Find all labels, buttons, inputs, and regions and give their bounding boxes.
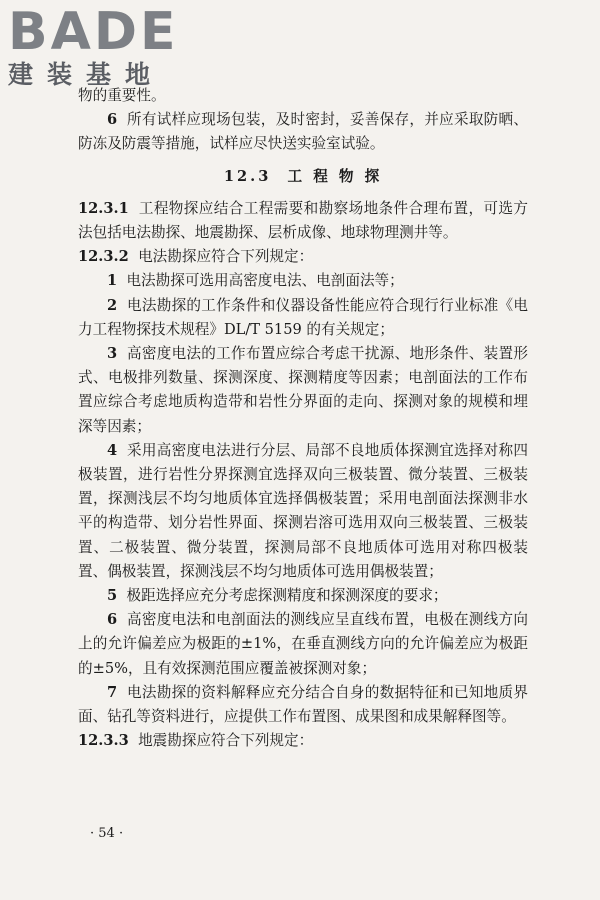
list-item: 7 电法勘探的资料解释应充分结合自身的数据特征和已知地质界面、钻孔等资料进行，应提供工作布置图、成果图和成果解释图等。 — [78, 683, 528, 726]
logo-subtitle: 建装基地 — [8, 60, 165, 89]
document-body — [78, 84, 528, 753]
paragraph-continuation: 物的重要性。 — [78, 87, 166, 104]
list-item: 6 高密度电法和电剖面法的测线应呈直线布置，电极在测线方向上的允许偏差应为极距的±1%，在垂直测线方向的允许偏差应为极距的±5%，且有效探测范围应覆盖被探测对象； — [78, 611, 528, 677]
section-heading: 12.3 工 程 物 探 — [223, 167, 383, 185]
clause-12-3-3: 12.3.3 地震勘探应符合下列规定： — [78, 732, 314, 750]
list-item: 2 电法勘探的工作条件和仪器设备性能应符合现行行业标准《电力工程物探技术规程》DL/T 5159 的有关规定； — [78, 296, 528, 338]
list-item: 3 高密度电法的工作布置应综合考虑干扰源、地形条件、装置形式、电极排列数量、探测深度、探测精度等因素；电剖面法的工作布置应综合考虑地质构造带和岩性分界面的走向、探测对象的规模和埋深等因素； — [78, 345, 528, 435]
clause-12-3-2: 12.3.2 电法勘探应符合下列规定： — [78, 248, 314, 266]
clause-12-3-1: 12.3.1 工程物探应结合工程需要和勘察场地条件合理布置，可选方法包括电法勘探、地震勘探、层析成像、地球物理测井等。 — [78, 199, 528, 242]
list-item: 1 电法勘探可选用高密度电法、电剖面法等； — [107, 272, 404, 290]
logo-wordmark: BADE — [8, 2, 179, 62]
list-item: 4 采用高密度电法进行分层、局部不良地质体探测宜选择对称四极装置，进行岩性分界探测宜选择双向三极装置、微分装置、三极装置，探测浅层不均匀地质体宜选择偶极装置；采用电剖面法探测非水平的构造带、划分岩性界面、探测岩溶可选用双向三极装置、三极装置、二极装置、微分装置，探测局部不良地质体可选用对称四极装置、偶极装置，探测浅层不均匀地质体可选用偶极装置； — [78, 441, 528, 580]
list-item: 5 极距选择应充分考虑探测精度和探测深度的要求； — [107, 587, 448, 605]
brand-logo — [8, 4, 198, 96]
page-number: · 54 · — [90, 826, 124, 841]
paragraph-item-6: 6 所有试样应现场包装，及时密封，妥善保存，并应采取防晒、防冻及防震等措施，试样应尽快送实验室试验。 — [78, 111, 528, 153]
